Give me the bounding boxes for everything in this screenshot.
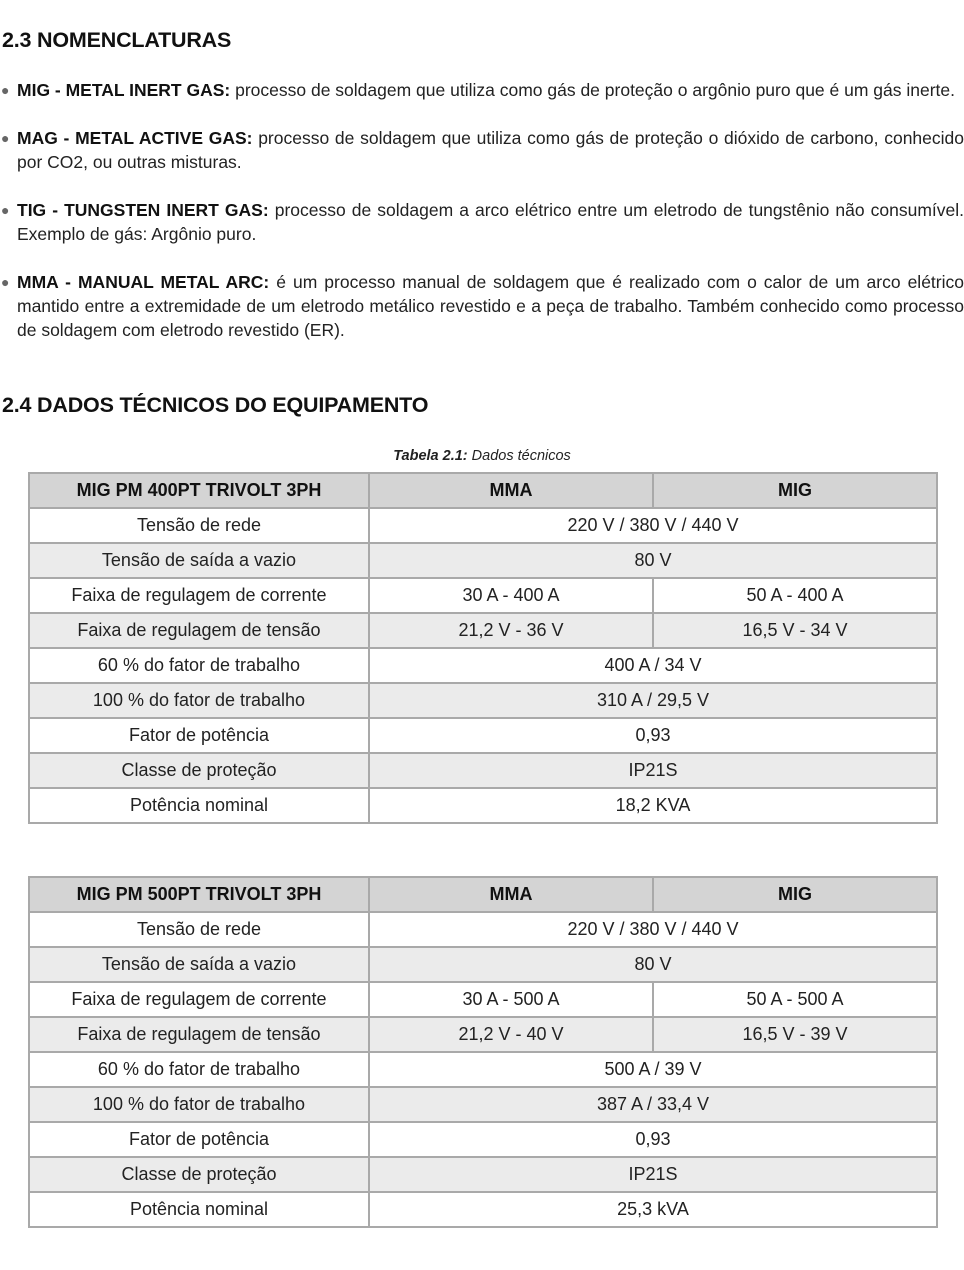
definition: processo de soldagem a arco elétrico entre um eletrodo de tungstênio não consumível. Exemplo de gás: Argônio puro. [17,200,964,244]
row-value-mig: 50 A - 400 A [653,578,937,613]
row-label: 100 % do fator de trabalho [29,683,369,718]
table-row [29,1052,937,1087]
table-row [29,753,937,788]
row-label: Tensão de rede [29,912,369,947]
section-title-nomenclaturas: 2.3 NOMENCLATURAS [2,28,232,52]
list-item [0,126,964,174]
row-label: 100 % do fator de trabalho [29,1087,369,1122]
nomenclature-list [0,78,964,366]
row-value-mig: 16,5 V - 39 V [653,1017,937,1052]
table-row [29,982,937,1017]
row-label: Potência nominal [29,788,369,823]
row-value: 80 V [369,947,937,982]
row-value: 25,3 kVA [369,1192,937,1227]
bullet-icon: ● [1,82,10,98]
table-row [29,613,937,648]
row-value: 500 A / 39 V [369,1052,937,1087]
table-row [29,1192,937,1227]
table-row [29,543,937,578]
list-item [0,78,964,102]
bullet-icon: ● [1,130,10,146]
definition: é um processo manual de soldagem que é realizado com o calor de um arco elétrico mantido entre a extremidade de um eletrodo metálico revestido e a peça de trabalho. Também conhecido como processo de soldagem com eletrodo revestido (ER). [17,272,964,340]
row-value-mma: 30 A - 400 A [369,578,653,613]
row-label: Faixa de regulagem de tensão [29,1017,369,1052]
row-label: Faixa de regulagem de tensão [29,613,369,648]
row-label: Tensão de saída a vazio [29,543,369,578]
mig-header: MIG [653,473,937,508]
caption-text: Dados técnicos [471,448,571,464]
row-value: IP21S [369,753,937,788]
row-label: 60 % do fator de trabalho [29,1052,369,1087]
mma-header: MMA [369,473,653,508]
table-row [29,718,937,753]
row-value: 18,2 KVA [369,788,937,823]
row-value-mig: 50 A - 500 A [653,982,937,1017]
table-row [29,508,937,543]
term: MAG - METAL ACTIVE GAS: [17,128,253,148]
table-header-row [29,877,937,912]
table-row [29,683,937,718]
definition: processo de soldagem que utiliza como gás de proteção o argônio puro que é um gás inerte. [235,80,956,100]
mig-header: MIG [653,877,937,912]
row-value: 0,93 [369,718,937,753]
row-value: 0,93 [369,1122,937,1157]
row-value: 400 A / 34 V [369,648,937,683]
spec-table-400pt [28,472,938,824]
section-title-dados-tecnicos: 2.4 DADOS TÉCNICOS DO EQUIPAMENTO [2,393,429,417]
list-item [0,270,964,342]
row-value: 310 A / 29,5 V [369,683,937,718]
row-label: Classe de proteção [29,1157,369,1192]
table-header-row [29,473,937,508]
term: MIG - METAL INERT GAS: [17,80,231,100]
row-label: Tensão de saída a vazio [29,947,369,982]
row-value: 80 V [369,543,937,578]
definition: processo de soldagem que utiliza como gás de proteção o dióxido de carbono, conhecido por CO2, ou outras misturas. [17,128,964,172]
term: TIG - TUNGSTEN INERT GAS: [17,200,269,220]
model-header: MIG PM 400PT TRIVOLT 3PH [29,473,369,508]
table-row [29,947,937,982]
row-value-mig: 16,5 V - 34 V [653,613,937,648]
bullet-icon: ● [1,202,10,218]
caption-label: Tabela 2.1: [393,448,468,464]
table-row [29,578,937,613]
row-value: 220 V / 380 V / 440 V [369,508,937,543]
row-label: Faixa de regulagem de corrente [29,982,369,1017]
table-row [29,1087,937,1122]
table-row [29,1157,937,1192]
table-row [29,912,937,947]
row-label: Tensão de rede [29,508,369,543]
table-row [29,1017,937,1052]
row-value-mma: 21,2 V - 36 V [369,613,653,648]
row-value-mma: 30 A - 500 A [369,982,653,1017]
row-label: Classe de proteção [29,753,369,788]
list-item [0,198,964,246]
row-label: Potência nominal [29,1192,369,1227]
row-label: Faixa de regulagem de corrente [29,578,369,613]
bullet-icon: ● [1,274,10,290]
table-row [29,648,937,683]
mma-header: MMA [369,877,653,912]
row-value-mma: 21,2 V - 40 V [369,1017,653,1052]
term: MMA - MANUAL METAL ARC: [17,272,270,292]
row-label: Fator de potência [29,718,369,753]
spec-table-500pt [28,876,938,1228]
model-header: MIG PM 500PT TRIVOLT 3PH [29,877,369,912]
row-label: 60 % do fator de trabalho [29,648,369,683]
table-row [29,788,937,823]
row-value: 387 A / 33,4 V [369,1087,937,1122]
row-value: IP21S [369,1157,937,1192]
row-label: Fator de potência [29,1122,369,1157]
table-caption [0,448,964,464]
row-value: 220 V / 380 V / 440 V [369,912,937,947]
table-row [29,1122,937,1157]
